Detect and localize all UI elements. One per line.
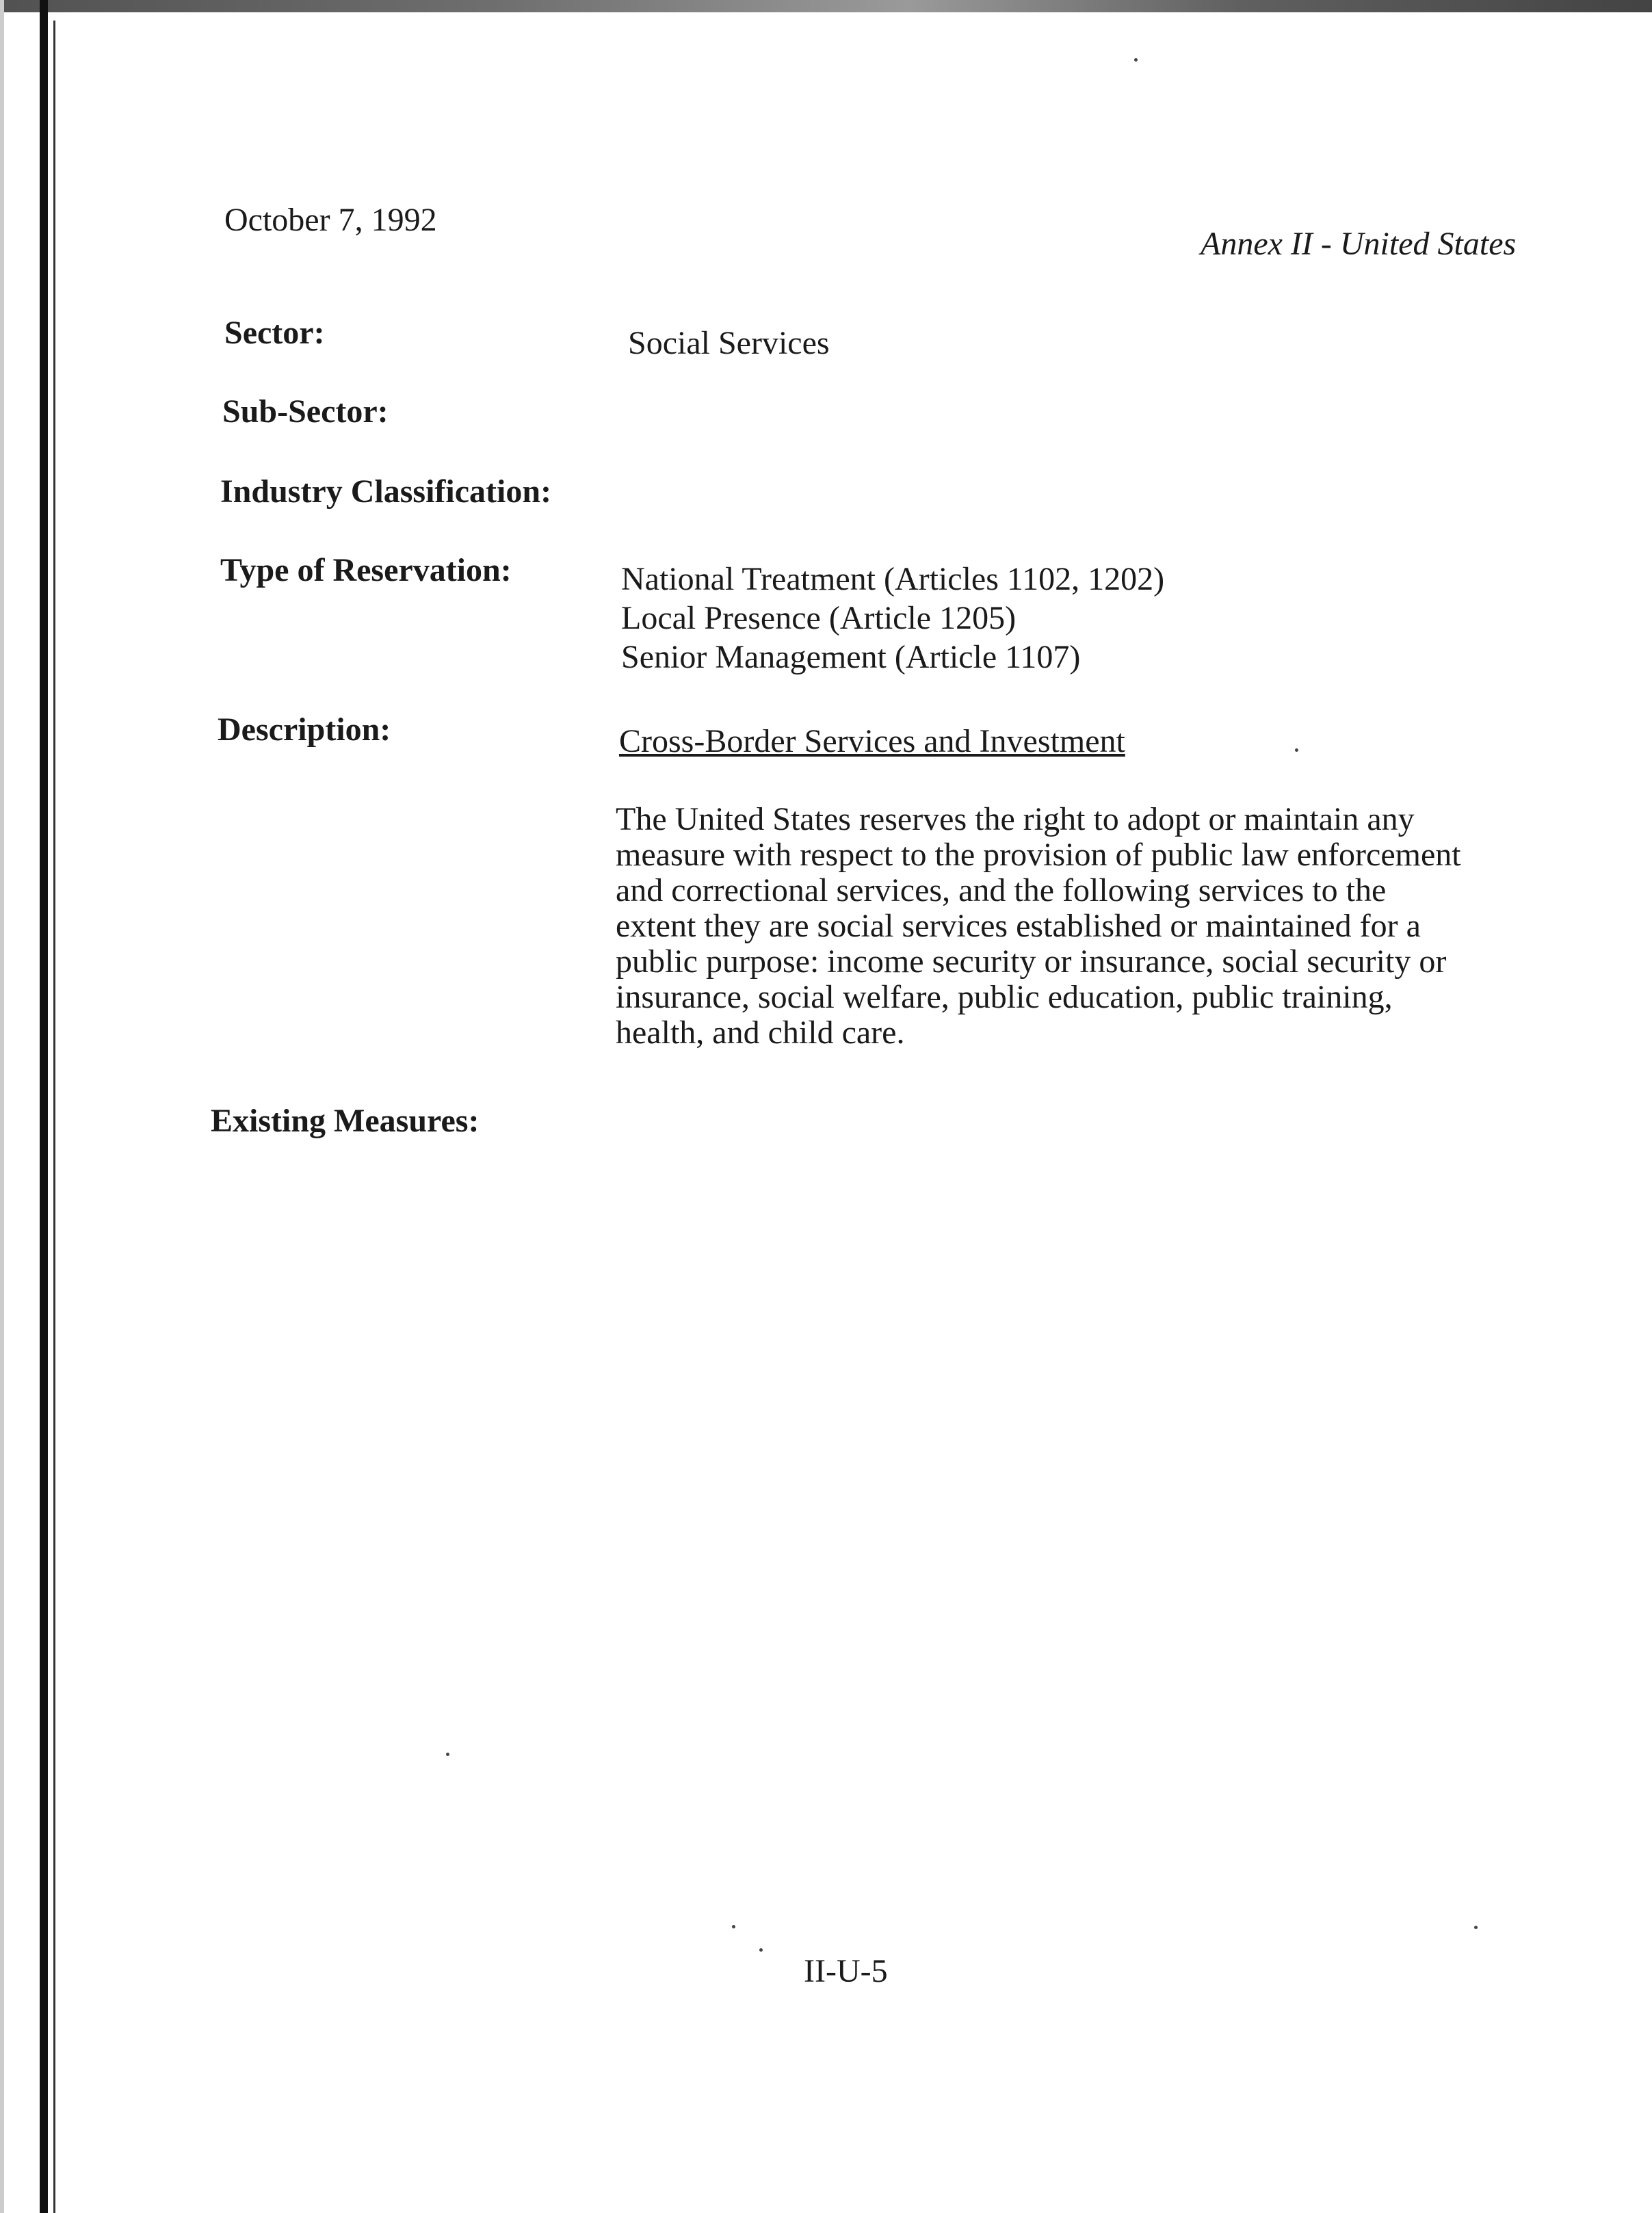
description-line: extent they are social services established or maintained for a (616, 908, 1421, 944)
scan-binding-edge (40, 0, 48, 2213)
description-line: public purpose: income security or insurance, social security or (616, 943, 1447, 980)
industry-classification-label: Industry Classification: (220, 473, 552, 510)
sector-value: Social Services (628, 325, 830, 361)
scan-left-margin (0, 0, 4, 2213)
scan-speck (1295, 748, 1298, 752)
description-label: Description: (218, 711, 391, 748)
scan-speck (732, 1925, 735, 1928)
description-line: measure with respect to the provision of public law enforcement (616, 837, 1461, 873)
page-number: II-U-5 (804, 1953, 888, 1989)
description-line: health, and child care. (616, 1014, 905, 1051)
scan-speck (446, 1753, 449, 1756)
description-line: and correctional services, and the following services to the (616, 872, 1387, 908)
reservation-national-treatment: National Treatment (Articles 1102, 1202) (621, 561, 1165, 597)
description-line: insurance, social welfare, public education, public training, (616, 979, 1393, 1015)
sector-label: Sector: (224, 315, 325, 351)
annex-heading: Annex II - United States (1201, 226, 1517, 262)
scan-speck (759, 1948, 763, 1952)
scan-binding-line (53, 21, 55, 2213)
existing-measures-label: Existing Measures: (211, 1103, 480, 1139)
scan-speck (1474, 1926, 1478, 1929)
subsector-label: Sub-Sector: (222, 393, 389, 430)
description-heading: Cross-Border Services and Investment (619, 723, 1125, 759)
document-date: October 7, 1992 (224, 202, 437, 238)
description-paragraph (616, 802, 1532, 1051)
scan-top-edge (0, 0, 1652, 12)
scan-speck (1134, 58, 1138, 62)
reservation-type-label: Type of Reservation: (220, 552, 512, 588)
reservation-local-presence: Local Presence (Article 1205) (621, 600, 1017, 636)
reservation-senior-management: Senior Management (Article 1107) (621, 639, 1081, 675)
description-line: The United States reserves the right to adopt or maintain any (616, 801, 1415, 837)
